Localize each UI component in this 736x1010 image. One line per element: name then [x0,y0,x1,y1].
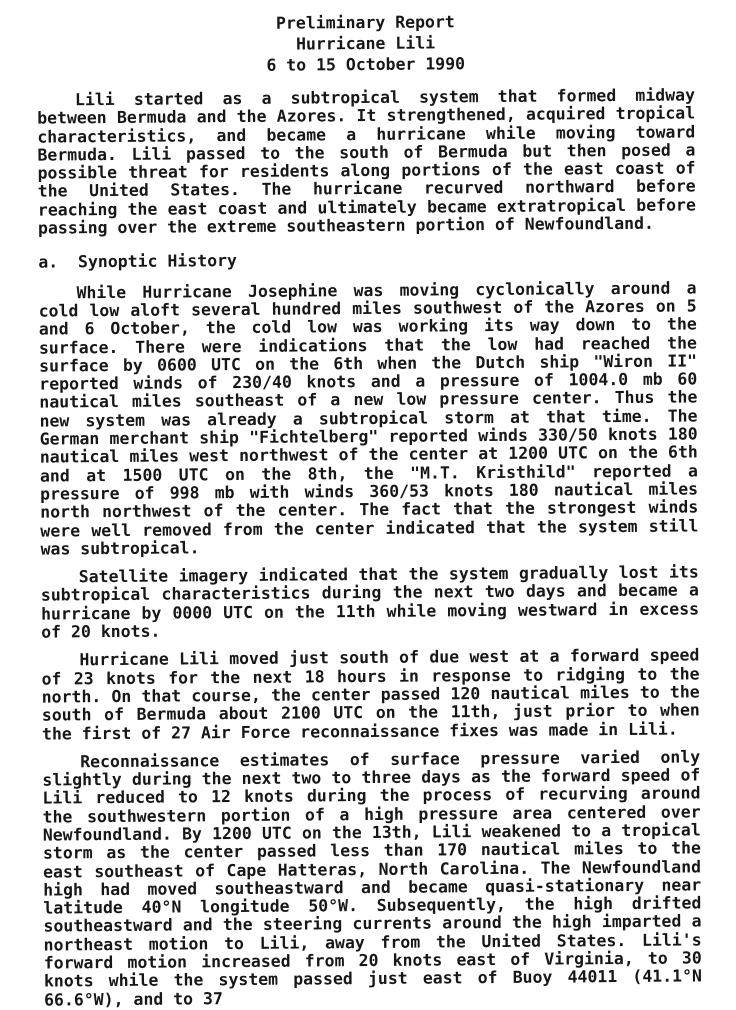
report-subject: Hurricane Lili [295,33,436,54]
synoptic-paragraph-2: Satellite imagery indicated that the system gradually lost its subtropical characteristics during the next two days and became a hurricane by 0000 UTC on the 11th while moving westward in excess of 20 knots. [40,562,700,642]
report-date-range: 6 to 15 October 1990 [266,54,466,75]
report-title: Preliminary Report [275,12,455,33]
synoptic-paragraph-4: Reconnaissance estimates of surface pressure varied only slightly during the next two to three days as the forward speed of Lili reduced to 12 knots during the process of recurving around the southwestern portion of a high pressure area centered over Newfoundland. By 1200 UTC on the 13th, Lili weakened to a tropical storm as the center passed less than 170 nautical miles to the east southeast of Cape Hatteras, North Carolina. The Newfoundland high had moved southeastward and became quasi-stationary near latitude 40°N longitude 50°W. Subsequently, the high drifted southeastward and the steering currents around the high imparted a northeast motion to Lili, away from the United States. Lili's forward motion increased from 20 knots east of Virginia, to 30 knots while the system passed just east of Buoy 44011 (41.1°N 66.6°W), and to 37 [42,747,702,1010]
section-a-heading: a. Synoptic History [38,251,238,272]
synoptic-paragraph-1: While Hurricane Josephine was moving cyclonically around a cold low aloft several hundred miles southwest of the Azores on 5 and 6 October, the cold low was working its way down to the surface. There were indications that the low had reached the surface by 0600 UTC on the 6th when the Dutch ship "Wiron II" reported winds of 230/40 knots and a pressure of 1004.0 mb 60 nautical miles southeast of a new low pressure center. Thus the new system was already a subtropical storm at that time. The German merchant ship "Fichtelberg" reported winds 330/50 knots 180 nautical miles west northwest of the center at 1200 UTC on the 6th and at 1500 UTC on the 8th, the "M.T. Kristhild" reported a pressure of 998 mb with winds 360/53 knots 180 nautical miles north northwest of the center. The fact that the strongest winds were well removed from the center indicated that the system still was subtropical. [38,278,699,559]
document-header [36,9,694,77]
synoptic-paragraph-3: Hurricane Lili moved just south of due west at a forward speed of 23 knots for the next 18 hours in response to ridging to the north. On that course, the center passed 120 nautical miles to the south of Bermuda about 2100 UTC on the 11th, just prior to when the first of 27 Air Force reconnaissance fixes was made in Lili. [41,645,700,744]
intro-paragraph: Lili started as a subtropical system that formed midway between Bermuda and the Azores. It strengthened, acquired tropical characteristics, and became a hurricane while moving toward Bermuda. Lili passed to the south of Bermuda but then posed a possible threat for residents along portions of the east coast of the United States. The hurricane recurved northward before reaching the east coast and ultimately became extratropical before passing over the extreme southeastern portion of Newfoundland. [37,85,696,238]
